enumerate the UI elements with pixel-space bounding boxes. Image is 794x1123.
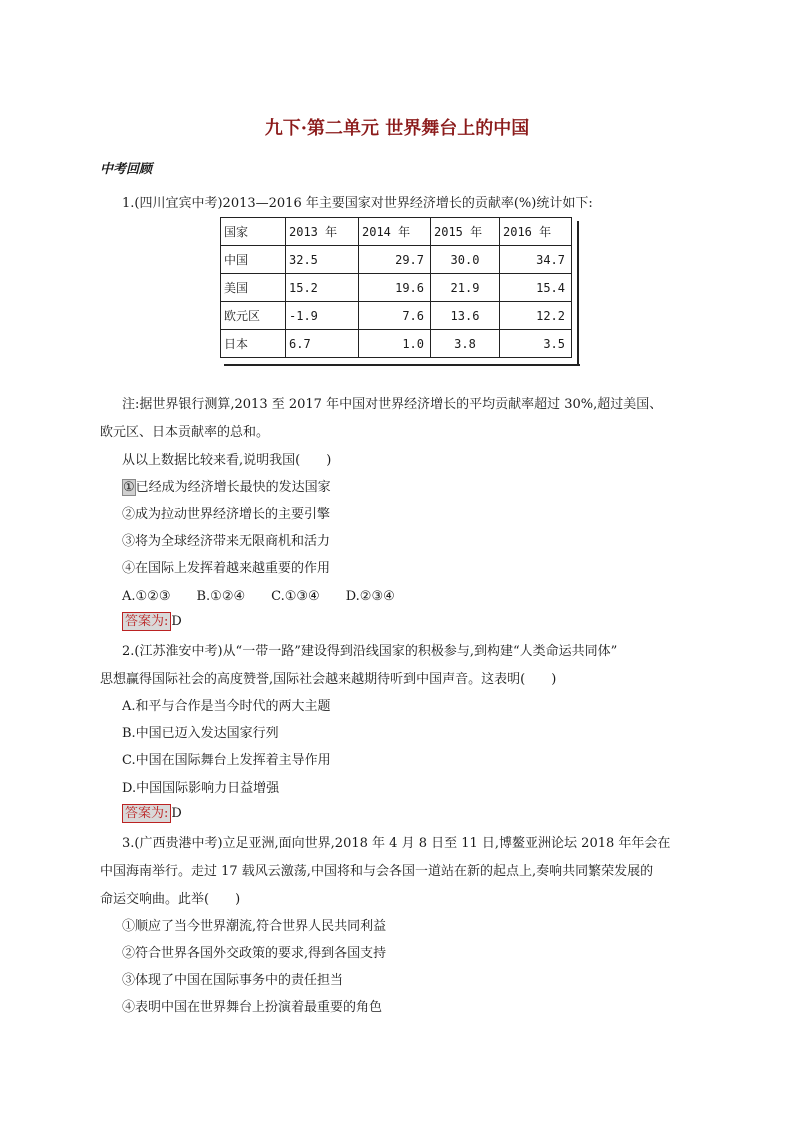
table-cell: 美国 <box>221 274 286 302</box>
table-row <box>221 330 572 358</box>
header-2013: 2013 年 <box>286 218 359 246</box>
question-2-option-a: A.和平与合作是当今时代的两大主题 <box>122 699 331 714</box>
table-cell: 34.7 <box>500 246 572 274</box>
table-row <box>221 274 572 302</box>
header-2014: 2014 年 <box>359 218 431 246</box>
table-cell: 13.6 <box>431 302 500 330</box>
question-1-option-1 <box>122 476 331 495</box>
option-1-text: 已经成为经济增长最快的发达国家 <box>135 480 331 495</box>
question-3-option-2: ②符合世界各国外交政策的要求,得到各国支持 <box>122 946 387 961</box>
question-2-option-c: C.中国在国际舞台上发挥着主导作用 <box>122 753 331 768</box>
question-1-prompt: 从以上数据比较来看,说明我国( ) <box>122 453 332 468</box>
table-cell: 3.8 <box>431 330 500 358</box>
question-3-option-1: ①顺应了当今世界潮流,符合世界人民共同利益 <box>122 919 387 934</box>
question-1-choices: A.①②③ B.①②④ C.①③④ D.②③④ <box>122 589 395 604</box>
question-1-answer <box>122 612 182 631</box>
question-1-note-line2: 欧元区、日本贡献率的总和。 <box>100 425 270 440</box>
contribution-table <box>220 217 572 358</box>
table-cell: 32.5 <box>286 246 359 274</box>
question-2-option-b: B.中国已迈入发达国家行列 <box>122 726 279 741</box>
table-cell: 1.0 <box>359 330 431 358</box>
table-shadow-right <box>577 221 579 366</box>
section-heading: 中考回顾 <box>100 162 153 177</box>
table-cell: 21.9 <box>431 274 500 302</box>
table-cell: 7.6 <box>359 302 431 330</box>
question-1-note-line1: 注:据世界银行测算,2013 至 2017 年中国对世界经济增长的平均贡献率超过 30%,超过美国、 <box>122 397 663 412</box>
question-2-answer <box>122 804 182 823</box>
table-cell: 12.2 <box>500 302 572 330</box>
answer-value: D <box>171 806 182 821</box>
header-2016: 2016 年 <box>500 218 572 246</box>
table-cell: 日本 <box>221 330 286 358</box>
question-2-option-d: D.中国国际影响力日益增强 <box>122 781 280 796</box>
question-3-option-4: ④表明中国在世界舞台上扮演着最重要的角色 <box>122 1000 383 1015</box>
table-shadow-bottom <box>224 364 580 366</box>
question-1-option-4: ④在国际上发挥着越来越重要的作用 <box>122 561 331 576</box>
answer-value: D <box>171 614 182 629</box>
answer-label: 答案为: <box>122 804 171 823</box>
option-1-mark: ① <box>123 480 135 495</box>
table-header-row <box>221 218 572 246</box>
question-1-stem: 1.(四川宜宾中考)2013—2016 年主要国家对世界经济增长的贡献率(%)统计如下: <box>122 196 593 211</box>
question-3-stem-line2: 中国海南举行。走过 17 载风云激荡,中国将和与会各国一道站在新的起点上,奏响共同繁荣发展的 <box>100 864 654 879</box>
table-cell: 15.2 <box>286 274 359 302</box>
table-cell: 3.5 <box>500 330 572 358</box>
answer-label: 答案为: <box>122 612 171 631</box>
table-row <box>221 302 572 330</box>
table-cell: 欧元区 <box>221 302 286 330</box>
question-3-stem-line1: 3.(广西贵港中考)立足亚洲,面向世界,2018 年 4 月 8 日至 11 日,博鳌亚洲论坛 2018 年年会在 <box>122 836 671 851</box>
question-3-stem-line3: 命运交响曲。此举( ) <box>100 892 241 907</box>
table-row <box>221 246 572 274</box>
table-cell: -1.9 <box>286 302 359 330</box>
table-cell: 30.0 <box>431 246 500 274</box>
table-cell: 29.7 <box>359 246 431 274</box>
table-cell: 15.4 <box>500 274 572 302</box>
question-3-option-3: ③体现了中国在国际事务中的责任担当 <box>122 973 344 988</box>
question-1-option-3: ③将为全球经济带来无限商机和活力 <box>122 534 331 549</box>
question-2-stem-line1: 2.(江苏淮安中考)从“一带一路”建设得到沿线国家的积极参与,到构建“人类命运共同体” <box>122 644 618 659</box>
table-cell: 6.7 <box>286 330 359 358</box>
page-title: 九下·第二单元 世界舞台上的中国 <box>264 118 530 139</box>
question-2-stem-line2: 思想赢得国际社会的高度赞誉,国际社会越来越期待听到中国声音。这表明( ) <box>100 672 557 687</box>
table-cell: 中国 <box>221 246 286 274</box>
table-cell: 19.6 <box>359 274 431 302</box>
header-country: 国家 <box>221 218 286 246</box>
header-2015: 2015 年 <box>431 218 500 246</box>
question-1-option-2: ②成为拉动世界经济增长的主要引擎 <box>122 507 331 522</box>
